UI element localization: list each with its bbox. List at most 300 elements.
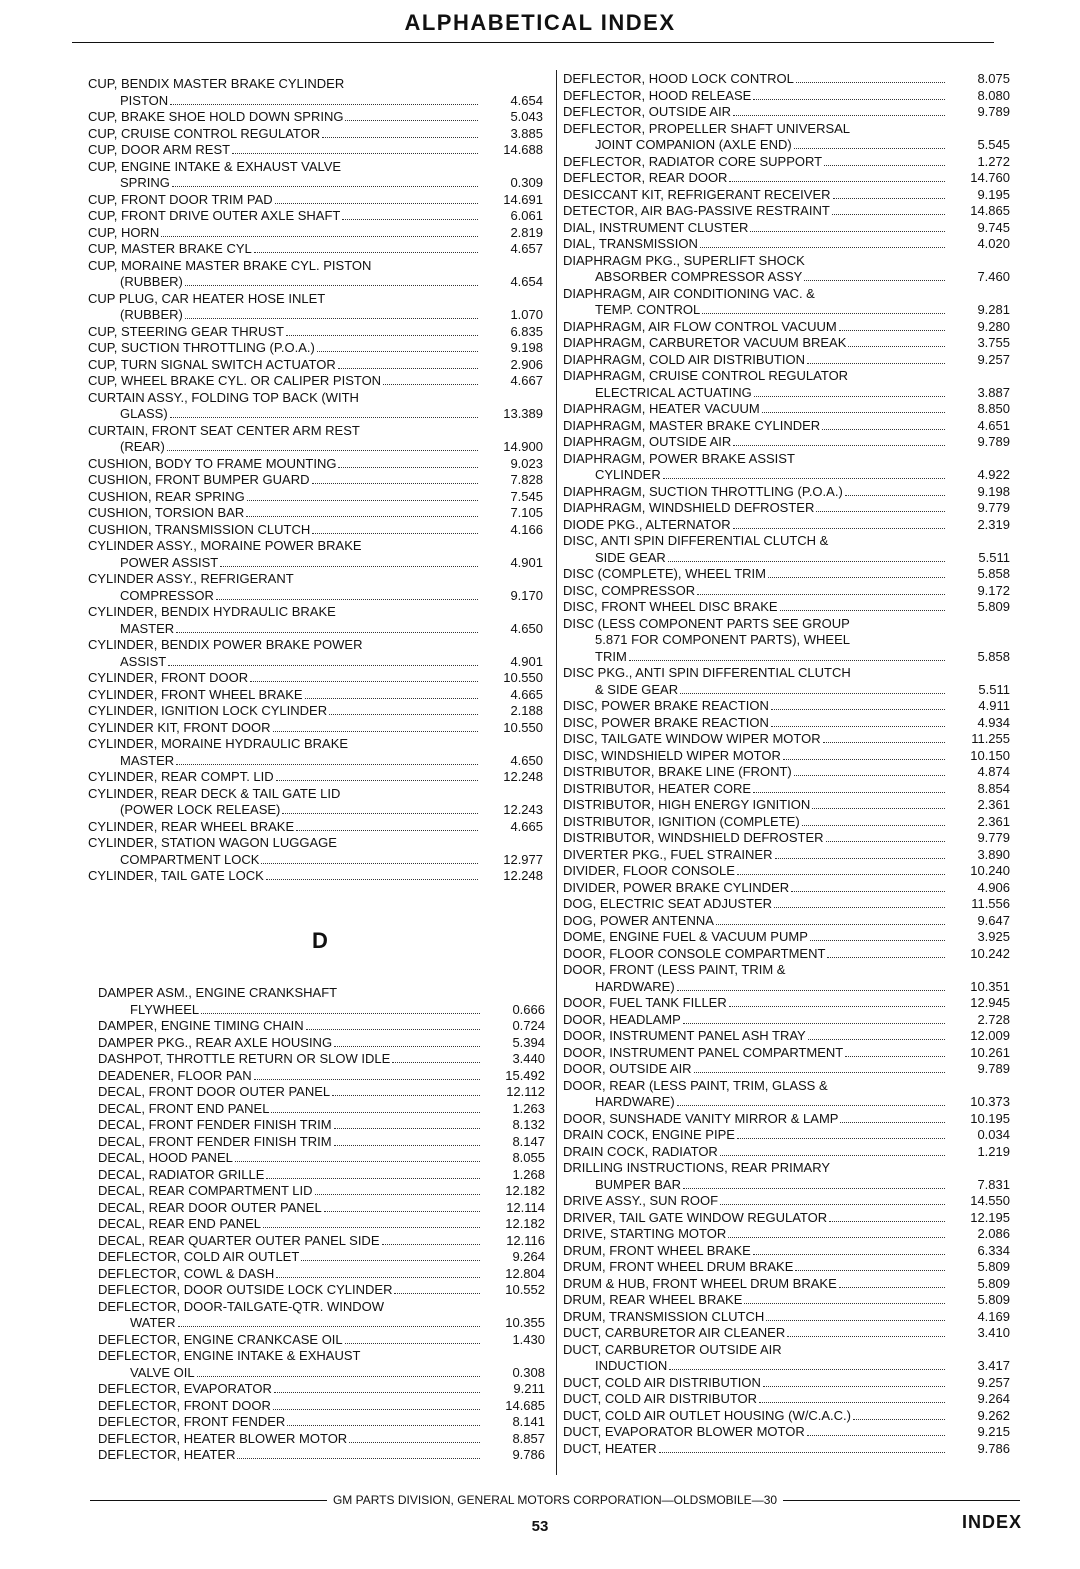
dot-leader [286, 335, 478, 336]
entry-page-ref: 4.874 [977, 764, 1010, 779]
entry-text: DUCT, COLD AIR DISTRIBUTOR [563, 1391, 758, 1406]
entry-text: CUP, STEERING GEAR THRUST [88, 323, 284, 339]
entry-page-ref: 0.666 [512, 1001, 545, 1017]
dot-leader [822, 429, 945, 430]
entry-text: DIAPHRAGM, COLD AIR DISTRIBUTION [563, 351, 805, 367]
entry-text: CUP, FRONT DOOR TRIM PAD [88, 191, 273, 207]
dot-leader [237, 1458, 480, 1459]
dot-leader [349, 1442, 480, 1443]
dot-leader [733, 445, 945, 446]
index-entry [563, 236, 1010, 253]
entry-page-ref: 7.828 [510, 472, 543, 487]
dot-leader [677, 990, 945, 991]
entry-text: DOME, ENGINE FUEL & VACUUM PUMP [563, 929, 808, 944]
entry-text: DOOR, HEADLAMP [563, 1011, 681, 1027]
index-entry [563, 533, 1010, 566]
entry-page-ref: 3.885 [510, 125, 543, 141]
dot-leader [394, 1293, 480, 1294]
entry-page-ref: 10.550 [503, 670, 543, 685]
index-entry [563, 880, 1010, 897]
entry-page-ref: 9.023 [510, 455, 543, 471]
index-entry [88, 76, 543, 109]
dot-leader [804, 280, 945, 281]
index-entry [88, 687, 543, 704]
index-entry [98, 1084, 545, 1101]
entry-page-ref: 0.308 [512, 1364, 545, 1380]
index-entry [88, 769, 543, 786]
entry-page-ref: 4.169 [977, 1308, 1010, 1324]
entry-page-ref: 4.657 [510, 241, 543, 256]
index-entry [563, 517, 1010, 534]
entry-page-ref: 8.854 [977, 780, 1010, 796]
entry-page-ref: 9.786 [977, 1440, 1010, 1456]
index-entry [88, 604, 543, 637]
entry-page-ref: 8.850 [977, 401, 1010, 416]
entry-text: DISTRIBUTOR, HIGH ENERGY IGNITION [563, 797, 811, 812]
entry-text: CYLINDER, FRONT WHEEL BRAKE [88, 686, 303, 702]
dot-leader [254, 252, 478, 253]
dot-leader [254, 1079, 480, 1080]
entry-text: DOOR, INSTRUMENT PANEL ASH TRAY [563, 1028, 806, 1043]
entry-text: CUP, MASTER BRAKE CYL [88, 241, 252, 256]
entry-text: DASHPOT, THROTTLE RETURN OR SLOW IDLE [98, 1051, 391, 1066]
entry-text: DEFLECTOR, ENGINE INTAKE & EXHAUST [98, 1348, 361, 1363]
entry-text: DISC, COMPRESSOR [563, 582, 696, 598]
entry-page-ref: 12.243 [503, 802, 543, 817]
entry-text: (POWER LOCK RELEASE) [120, 802, 281, 817]
dot-leader [345, 1343, 480, 1344]
entry-page-ref: 10.261 [970, 1044, 1010, 1060]
entry-text: CYLINDER KIT, FRONT DOOR [88, 719, 271, 735]
entry-page-ref: 2.906 [510, 356, 543, 372]
index-entry [88, 373, 543, 390]
entry-text: DESICCANT KIT, REFRIGERANT RECEIVER [563, 186, 831, 202]
entry-text: DAMPER, ENGINE TIMING CHAIN [98, 1018, 304, 1033]
dot-leader [263, 1227, 480, 1228]
entry-text: CYLINDER, TAIL GATE LOCK [88, 868, 264, 883]
entry-text: 5.871 FOR COMPONENT PARTS), WHEEL [595, 632, 850, 647]
entry-page-ref: 9.264 [977, 1391, 1010, 1406]
entry-text: CYLINDER ASSY., REFRIGERANT [88, 571, 294, 586]
entry-text: FLYWHEEL [130, 1001, 200, 1017]
entry-page-ref: 5.043 [510, 109, 543, 124]
dot-leader [669, 1369, 945, 1370]
entry-page-ref: 15.492 [505, 1067, 545, 1083]
entry-text: CUSHION, TRANSMISSION CLUTCH [88, 521, 311, 537]
entry-page-ref: 10.240 [970, 863, 1010, 878]
entry-text: DRUM & HUB, FRONT WHEEL DRUM BRAKE [563, 1275, 837, 1291]
entry-page-ref: 3.410 [977, 1325, 1010, 1340]
entry-text: DECAL, REAR COMPARTMENT LID [98, 1183, 313, 1198]
entry-text: DISTRIBUTOR, HEATER CORE [563, 780, 752, 796]
index-entry [98, 1018, 545, 1035]
entry-text: & SIDE GEAR [595, 681, 679, 697]
index-entry [563, 418, 1010, 435]
entry-page-ref: 6.835 [510, 323, 543, 339]
entry-text: DAMPER PKG., REAR AXLE HOUSING [98, 1034, 333, 1050]
entry-text: DECAL, REAR END PANEL [98, 1216, 262, 1231]
entry-page-ref: 8.080 [977, 87, 1010, 103]
entry-text: DUCT, CARBURETOR AIR CLEANER [563, 1325, 786, 1340]
index-entry [563, 748, 1010, 765]
entry-page-ref: 8.857 [512, 1430, 545, 1446]
index-entry [98, 1035, 545, 1052]
dot-leader [753, 99, 945, 100]
index-entry [88, 571, 543, 604]
entry-page-ref: 9.745 [977, 219, 1010, 235]
entry-page-ref: 2.319 [977, 516, 1010, 532]
entry-text: DIAL, TRANSMISSION [563, 236, 698, 251]
index-entry [563, 154, 1010, 171]
entry-text: CYLINDER, MORAINE HYDRAULIC BRAKE [88, 736, 349, 751]
dot-leader [273, 1409, 480, 1410]
index-entry [98, 985, 545, 1018]
dot-leader [794, 775, 945, 776]
dot-leader [668, 561, 945, 562]
index-entry [88, 357, 543, 374]
dot-leader [845, 495, 945, 496]
entry-page-ref: 9.215 [977, 1424, 1010, 1439]
index-entry [563, 1144, 1010, 1161]
section-label: INDEX [962, 1512, 1023, 1532]
index-entry [563, 1028, 1010, 1045]
entry-page-ref: 12.945 [970, 995, 1010, 1010]
entry-text: DISC, WINDSHIELD WIPER MOTOR [563, 747, 781, 763]
dot-leader [287, 1425, 480, 1426]
entry-text: WATER [130, 1315, 176, 1330]
entry-page-ref: 14.550 [970, 1193, 1010, 1208]
footer [90, 1493, 1020, 1507]
entry-text: GLASS) [120, 406, 168, 421]
entry-text: INDUCTION [595, 1358, 668, 1373]
index-entry [563, 583, 1010, 600]
dot-leader [246, 516, 478, 517]
index-entry [98, 1216, 545, 1233]
dot-leader [729, 1006, 945, 1007]
entry-text: DAMPER ASM., ENGINE CRANKSHAFT [98, 985, 338, 1000]
dot-leader [810, 940, 945, 941]
dot-leader [683, 1023, 945, 1024]
entry-text: PISTON [120, 92, 169, 108]
entry-page-ref: 10.195 [970, 1110, 1010, 1126]
dot-leader [247, 500, 478, 501]
entry-text: CYLINDER, BENDIX HYDRAULIC BRAKE [88, 604, 336, 619]
entry-text: DECAL, FRONT END PANEL [98, 1100, 270, 1116]
dot-leader [274, 1392, 480, 1393]
dot-leader [826, 841, 945, 842]
entry-text: CYLINDER ASSY., MORAINE POWER BRAKE [88, 538, 362, 553]
dot-leader [762, 412, 945, 413]
entry-text: CYLINDER, IGNITION LOCK CYLINDER [88, 703, 328, 718]
entry-text: DIAPHRAGM, SUCTION THROTTLING (P.O.A.) [563, 483, 843, 499]
index-entry [563, 566, 1010, 583]
dot-leader [795, 1270, 945, 1271]
index-entry [98, 1249, 545, 1266]
dot-leader [185, 318, 478, 319]
dot-leader [832, 214, 945, 215]
index-entry [563, 1012, 1010, 1029]
dot-leader [663, 478, 945, 479]
entry-page-ref: 2.086 [977, 1226, 1010, 1241]
entry-page-ref: 3.417 [977, 1358, 1010, 1373]
dot-leader [276, 780, 478, 781]
entry-text: CUP, HORN [88, 224, 160, 240]
entry-page-ref: 5.394 [512, 1034, 545, 1050]
entry-text: DIAL, INSTRUMENT CLUSTER [563, 219, 749, 235]
footer-rule-right [783, 1500, 1020, 1501]
entry-text: DEFLECTOR, COLD AIR OUTLET [98, 1249, 300, 1264]
index-entry [563, 187, 1010, 204]
dot-leader [332, 1095, 480, 1096]
dot-leader [677, 1105, 945, 1106]
page-number: 53 [531, 1518, 549, 1535]
dot-leader [720, 1204, 945, 1205]
dot-leader [753, 1254, 945, 1255]
left-column-d-entries [98, 985, 545, 1464]
entry-page-ref: 1.070 [510, 307, 543, 322]
index-entry [563, 1259, 1010, 1276]
entry-text: CYLINDER, STATION WAGON LUGGAGE [88, 835, 337, 850]
entry-text: ELECTRICAL ACTUATING [595, 384, 752, 400]
dot-leader [716, 924, 945, 925]
dot-leader [783, 759, 945, 760]
index-entry [88, 472, 543, 489]
index-entry [563, 1441, 1010, 1458]
dot-leader [829, 1221, 945, 1222]
entry-page-ref: 8.055 [512, 1150, 545, 1165]
entry-text: DOOR, REAR (LESS PAINT, TRIM, GLASS & [563, 1077, 828, 1093]
index-entry [563, 1078, 1010, 1111]
index-entry [563, 731, 1010, 748]
entry-page-ref: 4.665 [510, 686, 543, 702]
entry-page-ref: 9.789 [977, 434, 1010, 449]
entry-text: CUP, ENGINE INTAKE & EXHAUST VALVE [88, 158, 342, 174]
entry-page-ref: 4.654 [510, 92, 543, 108]
index-entry [563, 1292, 1010, 1309]
entry-page-ref: 10.150 [970, 747, 1010, 763]
dot-leader [185, 285, 478, 286]
entry-page-ref: 11.255 [971, 731, 1010, 746]
dot-leader [266, 1178, 480, 1179]
entry-text: DEFLECTOR, FRONT FENDER [98, 1414, 286, 1429]
entry-text: CUP, BRAKE SHOE HOLD DOWN SPRING [88, 109, 344, 124]
dot-leader [296, 830, 478, 831]
index-entry [563, 71, 1010, 88]
entry-text: DEADENER, FLOOR PAN [98, 1067, 252, 1083]
entry-text: DEFLECTOR, RADIATOR CORE SUPPORT [563, 153, 823, 169]
index-entry [563, 253, 1010, 286]
entry-text: DIAPHRAGM, AIR FLOW CONTROL VACUUM [563, 318, 837, 334]
entry-text: CUSHION, TORSION BAR [88, 505, 245, 520]
dot-leader [700, 247, 945, 248]
dot-leader [382, 1244, 481, 1245]
entry-page-ref: 12.195 [970, 1209, 1010, 1225]
header-rule [72, 42, 994, 43]
entry-page-ref: 10.550 [503, 719, 543, 735]
entry-text: DRUM, REAR WHEEL BRAKE [563, 1292, 743, 1307]
index-entry [563, 1193, 1010, 1210]
index-entry [563, 962, 1010, 995]
entry-page-ref: 8.132 [512, 1117, 545, 1132]
entry-text: DEFLECTOR, EVAPORATOR [98, 1381, 272, 1396]
dot-leader [697, 594, 945, 595]
index-entry [563, 847, 1010, 864]
entry-page-ref: 4.665 [510, 818, 543, 834]
index-entry [88, 489, 543, 506]
entry-page-ref: 10.351 [970, 978, 1010, 994]
entry-text: DRAIN COCK, ENGINE PIPE [563, 1127, 735, 1142]
dot-leader [808, 1039, 945, 1040]
dot-leader [170, 417, 478, 418]
index-entry [563, 1045, 1010, 1062]
index-entry [98, 1398, 545, 1415]
index-entry [563, 1226, 1010, 1243]
dot-leader [176, 632, 478, 633]
dot-leader [827, 957, 945, 958]
entry-text: DUCT, COLD AIR OUTLET HOUSING (W/C.A.C.) [563, 1407, 851, 1423]
column-divider [556, 70, 557, 1475]
entry-page-ref: 11.556 [971, 896, 1010, 911]
index-entry [563, 599, 1010, 616]
dot-leader [232, 153, 478, 154]
index-entry [98, 1150, 545, 1167]
dot-leader [334, 1128, 480, 1129]
entry-page-ref: 12.804 [505, 1265, 545, 1281]
entry-page-ref: 9.257 [977, 1374, 1010, 1390]
entry-page-ref: 12.182 [505, 1183, 545, 1198]
index-entry [88, 670, 543, 687]
entry-page-ref: 5.545 [977, 137, 1010, 152]
entry-page-ref: 12.182 [505, 1216, 545, 1231]
entry-page-ref: 5.809 [977, 1259, 1010, 1274]
index-entry [98, 1134, 545, 1151]
entry-text: DISTRIBUTOR, IGNITION (COMPLETE) [563, 813, 800, 829]
entry-text: CUP, MORAINE MASTER BRAKE CYL. PISTON [88, 257, 372, 273]
entry-text: DIVIDER, POWER BRAKE CYLINDER [563, 879, 790, 895]
index-entry [563, 797, 1010, 814]
dot-leader [733, 115, 945, 116]
footer-text: GM PARTS DIVISION, GENERAL MOTORS CORPORATION—OLDSMOBILE—30 [332, 1493, 778, 1507]
index-entry [88, 225, 543, 242]
index-entry [563, 319, 1010, 336]
dot-leader [766, 1320, 945, 1321]
index-entry [88, 109, 543, 126]
dot-leader [729, 181, 945, 182]
dot-leader [737, 874, 945, 875]
dot-leader [753, 792, 945, 793]
index-entry [563, 995, 1010, 1012]
entry-page-ref: 14.688 [503, 142, 543, 157]
dot-leader [197, 1376, 480, 1377]
index-entry [98, 1200, 545, 1217]
index-entry [88, 456, 543, 473]
dot-leader [629, 660, 945, 661]
index-entry [88, 423, 543, 456]
entry-text: DIAPHRAGM, CARBURETOR VACUUM BREAK [563, 335, 847, 350]
entry-text: DECAL, FRONT FENDER FINISH TRIM [98, 1117, 332, 1132]
index-entry [88, 192, 543, 209]
entry-text: DRUM, TRANSMISSION CLUTCH [563, 1308, 765, 1324]
index-entry [563, 896, 1010, 913]
entry-page-ref: 4.650 [510, 620, 543, 636]
entry-text: DEFLECTOR, DOOR OUTSIDE LOCK CYLINDER [98, 1282, 393, 1297]
entry-text: DISC (COMPLETE), WHEEL TRIM [563, 566, 766, 581]
entry-page-ref: 9.198 [510, 340, 543, 355]
entry-page-ref: 7.460 [977, 269, 1010, 284]
index-entry [563, 1243, 1010, 1260]
dot-leader [266, 879, 478, 880]
entry-page-ref: 14.865 [970, 203, 1010, 218]
entry-text: DISC (LESS COMPONENT PARTS SEE GROUP [563, 615, 850, 631]
entry-page-ref: 9.786 [512, 1447, 545, 1462]
index-entry [563, 781, 1010, 798]
entry-page-ref: 4.020 [977, 236, 1010, 251]
entry-page-ref: 2.361 [977, 797, 1010, 812]
index-entry [563, 1424, 1010, 1441]
entry-text: DECAL, REAR DOOR OUTER PANEL [98, 1199, 322, 1215]
index-entry [563, 715, 1010, 732]
entry-text: DUCT, EVAPORATOR BLOWER MOTOR [563, 1424, 805, 1439]
index-entry [563, 1160, 1010, 1193]
entry-page-ref: 9.789 [977, 1061, 1010, 1076]
entry-page-ref: 1.219 [977, 1143, 1010, 1159]
entry-text: CURTAIN, FRONT SEAT CENTER ARM REST [88, 422, 360, 438]
entry-text: CYLINDER [595, 467, 661, 482]
entry-text: SPRING [120, 175, 170, 190]
entry-text: CUP PLUG, CAR HEATER HOSE INLET [88, 290, 326, 306]
entry-text: CUSHION, REAR SPRING [88, 488, 245, 504]
entry-page-ref: 2.728 [977, 1011, 1010, 1027]
dot-leader [322, 137, 478, 138]
entry-text: DEFLECTOR, ENGINE CRANKCASE OIL [98, 1331, 343, 1347]
index-entry [88, 142, 543, 159]
entry-page-ref: 8.147 [512, 1133, 545, 1149]
entry-page-ref: 9.172 [977, 582, 1010, 598]
entry-text: DEFLECTOR, OUTSIDE AIR [563, 104, 732, 119]
index-entry [98, 1233, 545, 1250]
entry-page-ref: 9.281 [977, 302, 1010, 317]
entry-page-ref: 10.552 [505, 1282, 545, 1297]
dot-leader [235, 1161, 480, 1162]
dot-leader [833, 198, 945, 199]
entry-page-ref: 1.272 [977, 153, 1010, 169]
entry-page-ref: 0.034 [977, 1127, 1010, 1142]
dot-leader [659, 1452, 945, 1453]
entry-page-ref: 12.977 [503, 851, 543, 867]
entry-text: DOOR, INSTRUMENT PANEL COMPARTMENT [563, 1044, 844, 1060]
right-column-entries [563, 71, 1010, 1457]
entry-page-ref: 9.779 [977, 830, 1010, 845]
entry-page-ref: 12.116 [506, 1232, 545, 1248]
dot-leader [305, 698, 478, 699]
entry-page-ref: 10.355 [505, 1315, 545, 1330]
entry-page-ref: 3.755 [977, 335, 1010, 350]
index-entry [98, 1447, 545, 1464]
entry-page-ref: 3.887 [977, 384, 1010, 400]
entry-text: DEFLECTOR, PROPELLER SHAFT UNIVERSAL [563, 120, 851, 136]
entry-text: DEFLECTOR, COWL & DASH [98, 1265, 275, 1281]
dot-leader [201, 1013, 480, 1014]
entry-text: DOOR, SUNSHADE VANITY MIRROR & LAMP [563, 1110, 839, 1126]
dot-leader [161, 236, 478, 237]
entry-text: DIVIDER, FLOOR CONSOLE [563, 863, 735, 878]
entry-page-ref: 6.334 [977, 1242, 1010, 1258]
entry-text: CYLINDER, REAR WHEEL BRAKE [88, 818, 295, 834]
entry-page-ref: 9.211 [513, 1381, 545, 1396]
index-entry [88, 522, 543, 539]
entry-page-ref: 9.779 [977, 500, 1010, 515]
entry-text: CUP, SUCTION THROTTLING (P.O.A.) [88, 340, 315, 355]
